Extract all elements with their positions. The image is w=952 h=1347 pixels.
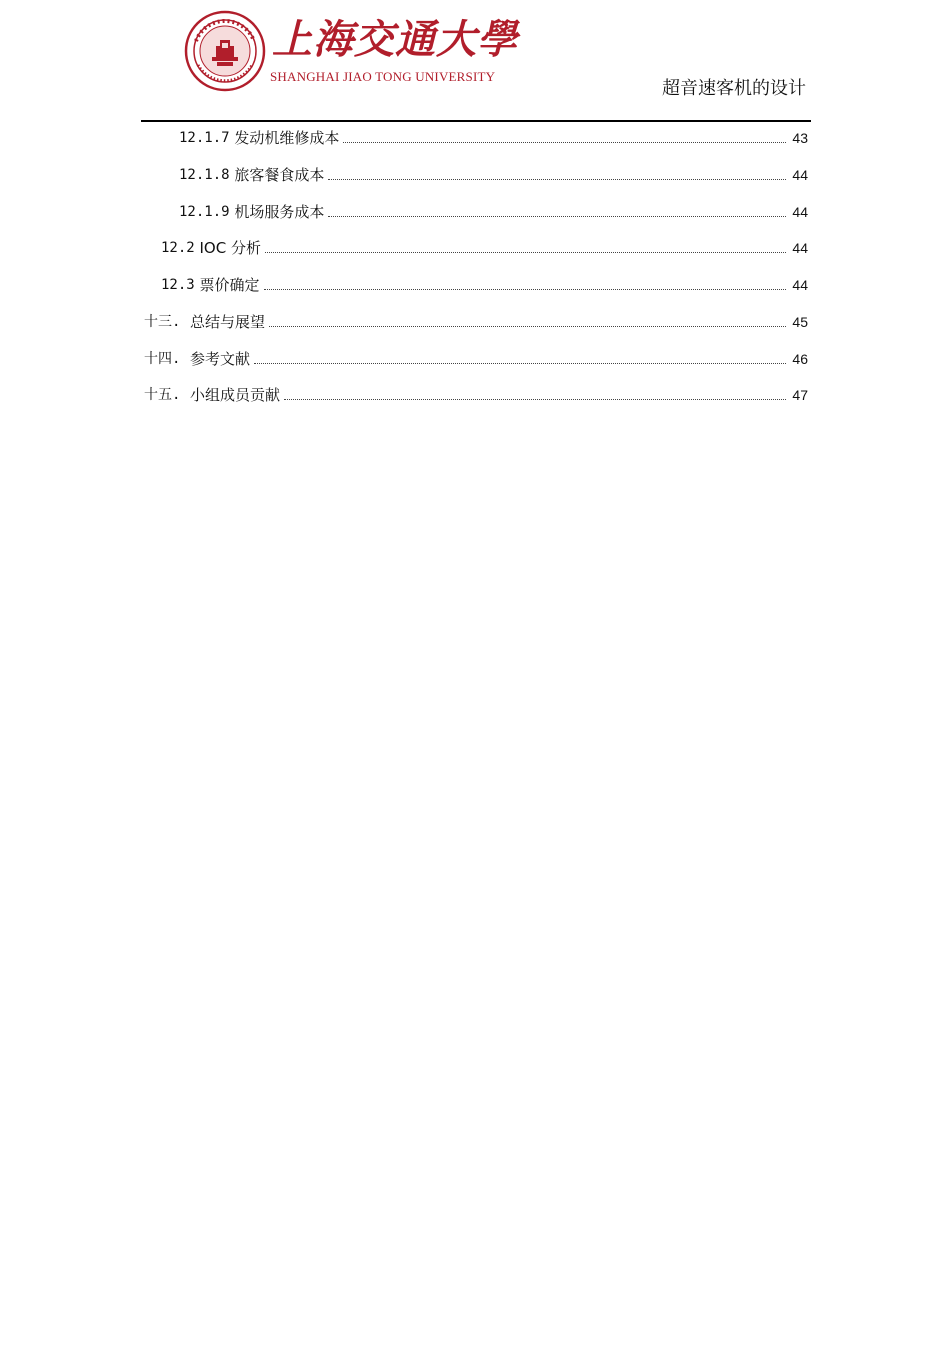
university-name-cn: 上海交通大學 <box>272 16 518 63</box>
toc-leader-dots <box>343 142 786 143</box>
toc-entry-page: 45 <box>792 314 808 330</box>
toc-entry[interactable] <box>161 272 808 296</box>
toc-entry-number: 12.1.9 <box>179 204 230 220</box>
toc-leader-dots <box>265 252 786 253</box>
toc-entry-title: 发动机维修成本 <box>234 129 340 147</box>
toc-entry-page: 47 <box>792 387 808 403</box>
toc-entry[interactable] <box>161 235 808 259</box>
toc-entry-title: IOC 分析 <box>199 239 261 257</box>
page-header <box>0 0 952 122</box>
university-seal-icon <box>184 10 266 92</box>
toc-entry[interactable] <box>179 125 808 149</box>
toc-entry[interactable] <box>144 346 808 370</box>
toc-leader-dots <box>264 289 786 290</box>
toc-entry-title: 总结与展望 <box>189 313 265 331</box>
toc-leader-dots <box>284 399 786 400</box>
toc-entry-number: 12.1.8 <box>179 167 230 183</box>
document-title: 超音速客机的设计 <box>662 78 806 99</box>
toc-leader-dots <box>328 216 786 217</box>
toc-entry-page: 44 <box>792 204 808 220</box>
toc-leader-dots <box>269 326 786 327</box>
toc-entry[interactable] <box>179 199 808 223</box>
toc-entry[interactable] <box>144 382 808 406</box>
toc-entry-page: 44 <box>792 277 808 293</box>
toc-entry-page: 43 <box>792 130 808 146</box>
toc-entry-number: 十五. <box>144 387 181 403</box>
university-logo <box>184 10 518 94</box>
toc-entry[interactable] <box>179 162 808 186</box>
toc-leader-dots <box>254 363 786 364</box>
toc-entry-page: 46 <box>792 351 808 367</box>
toc-leader-dots <box>328 179 786 180</box>
toc-entry-number: 12.3 <box>161 277 195 293</box>
university-name-en: SHANGHAI JIAO TONG UNIVERSITY <box>270 69 496 84</box>
toc-entry-title: 小组成员贡献 <box>189 386 280 404</box>
header-divider <box>141 120 811 122</box>
toc-entry-number: 十四. <box>144 351 181 367</box>
toc-entry-page: 44 <box>792 167 808 183</box>
toc-entry-title: 参考文献 <box>189 350 250 368</box>
toc-entry-page: 44 <box>792 240 808 256</box>
toc-entry-number: 12.1.7 <box>179 130 230 146</box>
toc-entry-title: 旅客餐食成本 <box>234 166 325 184</box>
toc-entry[interactable] <box>144 309 808 333</box>
toc-entry-title: 机场服务成本 <box>234 203 325 221</box>
toc-entry-number: 十三. <box>144 314 181 330</box>
toc-entry-title: 票价确定 <box>199 276 260 294</box>
toc-entry-number: 12.2 <box>161 240 195 256</box>
